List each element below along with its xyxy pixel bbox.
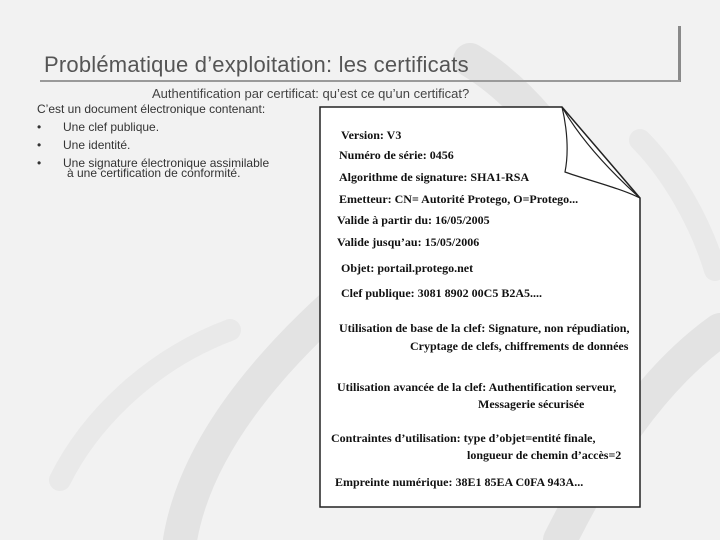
bullet-list	[37, 118, 269, 172]
cert-serial-number: Numéro de série: 0456	[339, 148, 454, 162]
bullet-item	[37, 136, 269, 154]
cert-extended-key-usage: Utilisation avancée de la clef: Authentification serveur,	[337, 380, 617, 394]
bullet-dot-icon: •	[37, 156, 42, 170]
cert-version: Version: V3	[341, 128, 402, 142]
cert-key-usage: Utilisation de base de la clef: Signature, non répudiation,	[339, 321, 630, 335]
cert-signature-algorithm: Algorithme de signature: SHA1-RSA	[339, 170, 530, 184]
cert-valid-from: Valide à partir du: 16/05/2005	[337, 213, 490, 227]
bullet-text: Une identité.	[63, 138, 131, 152]
cert-issuer: Emetteur: CN= Autorité Protego, O=Protego...	[339, 192, 579, 206]
cert-constraints-continued: longueur de chemin d’accès=2	[467, 448, 622, 462]
title-frame-bottom-rule	[40, 80, 680, 82]
bullet-dot-icon: •	[37, 138, 42, 152]
cert-thumbprint: Empreinte numérique: 38E1 85EA C0FA 943A...	[335, 475, 584, 489]
slide-subtitle: Authentification par certificat: qu’est ce qu’un certificat?	[152, 86, 470, 101]
title-frame-right-rule	[678, 26, 681, 82]
bullet-dot-icon: •	[37, 120, 42, 134]
bullet-continuation-text: à une certification de conformité.	[67, 166, 241, 180]
cert-valid-until: Valide jusqu’au: 15/05/2006	[337, 235, 480, 249]
cert-constraints: Contraintes d’utilisation: type d’objet=entité finale,	[331, 431, 596, 445]
cert-public-key: Clef publique: 3081 8902 00C5 B2A5....	[341, 286, 543, 300]
certificate-document	[319, 106, 641, 508]
slide-title: Problématique d’exploitation: les certificats	[44, 52, 469, 77]
intro-text: C’est un document électronique contenant:	[37, 102, 266, 116]
bullet-text: Une clef publique.	[63, 120, 160, 134]
bullet-item	[37, 118, 269, 136]
cert-extended-key-usage-continued: Messagerie sécurisée	[478, 397, 585, 411]
bullet-text: Une signature électronique assimilable	[63, 156, 270, 170]
cert-subject: Objet: portail.protego.net	[341, 261, 474, 275]
cert-key-usage-continued: Cryptage de clefs, chiffrements de données	[410, 339, 629, 353]
